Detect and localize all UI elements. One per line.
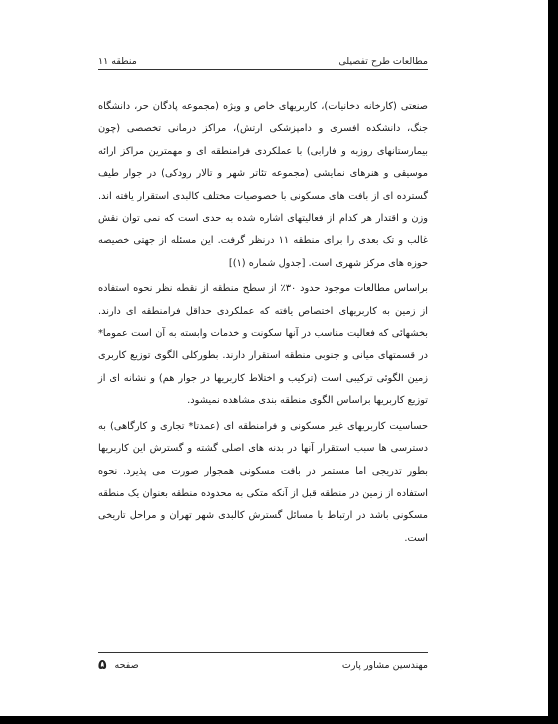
header-divider [98,69,428,70]
page-footer [98,656,428,674]
page-frame-right [548,0,558,724]
header-title: مطالعات طرح تفصیلی [338,56,428,67]
paragraph: براساس مطالعات موجود حدود ۳۰٪ از سطح منطقه از نقطه نظر نحوه استفاده از زمین به کاربریهای اختصاص یافته که عملکردی حداقل فرامنطقه ای دارند. بخشهائی که فعالیت مناسب در آنها سکونت و خدمات وابسته به آن است عموما* در قسمتهای میانی و جنوبی منطقه استقرار دارند. بطورکلی الگوی توزیع کاربری زمین الگوئی ترکیبی است (ترکیب و اختلاط کاربریها در جوار هم) و نشانه ای از توزیع کاربریها براساس الگوی منطقه بندی مشاهده نمیشود. [98,283,429,407]
page-label: صفحه [114,659,139,671]
paragraph: صنعتی (کارخانه دخانیات)، کاربریهای خاص و ویژه (مجموعه پادگان حر، دانشگاه جنگ، دانشکده افسری و دامپزشکی ارتش)، مراکز درمانی تخصصی (چون بیمارستانهای روزبه و فارابی) با عملکردی فرامنطقه ای و مهمترین مراکز ارائه موسیقی و هنرهای نمایشی (مجموعه تئاتر شهر و تالار رودکی) در جوار طیف گسترده ای از بافت های مسکونی با خصوصیات مختلف کالبدی استقرار یافته اند. وزن و اقتدار هر کدام از فعالیتهای اشاره شده به حدی است که نمی توان نقش غالب و تک بعدی را برای منطقه ۱۱ درنظر گرفت. این مسئله از جهتی خصیصه حوزه های مرکز شهری است. [جدول شماره (۱)] [98,101,428,269]
paragraph: حساسیت کاربریهای غیر مسکونی و فرامنطقه ای (عمدتا* تجاری و کارگاهی) به دسترسی ها سبب استقرار آنها در بدنه های اصلی گشته و گسترش این کاربریها بطور تدریجی اما مستمر در بافت مسکونی همجوار صورت می پذیرد. نحوه استفاده از زمین در منطقه قبل از آنکه متکی به محدوده منطقه بعنوان یک منطقه مسکونی باشد در ارتباط با مسائل گسترش کالبدی شهر تهران و مراحل تاریخی است. [98,420,428,544]
footer-company: مهندسین مشاور پارت [341,659,428,671]
page-header [98,51,428,67]
footer-divider [98,652,428,653]
page-number: ۵ [98,657,107,673]
body-text [98,96,428,553]
page-indicator [98,657,139,673]
page-frame-bottom [0,716,558,724]
header-region: منطقه ۱۱ [98,56,137,67]
